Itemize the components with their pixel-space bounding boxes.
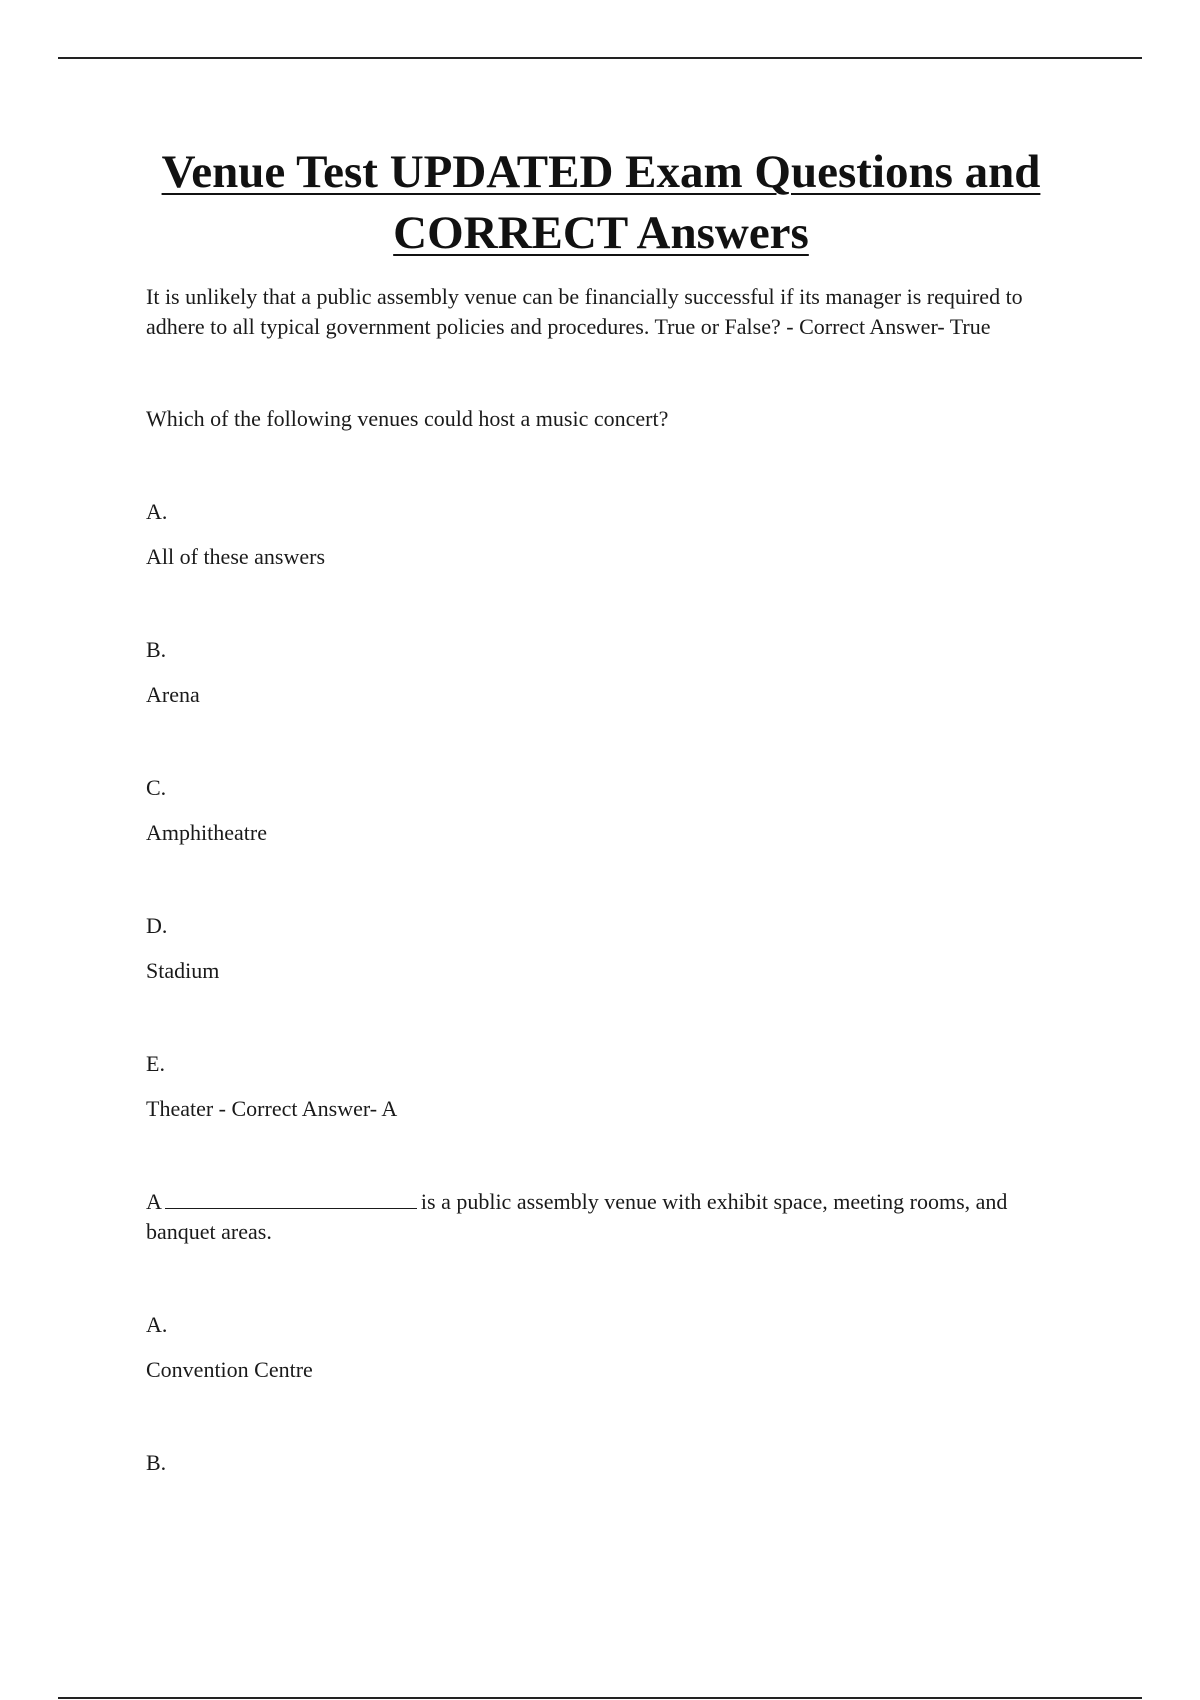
- question-2-option-b-text: Arena: [146, 682, 200, 707]
- question-3-text-before-blank: A: [146, 1189, 162, 1214]
- question-2-option-b-letter: B.: [146, 637, 167, 662]
- question-2-text: Which of the following venues could host a music concert?: [146, 406, 669, 431]
- question-3-text-after-blank: is a public assembly venue with exhibit space, meeting rooms, and banquet areas.: [146, 1189, 1008, 1244]
- question-1-text: It is unlikely that a public assembly venue can be financially successful if its manager is required to adhere to all typical government policies and procedures. True or False? - Correct Answer- True: [146, 284, 1023, 339]
- question-3-option-a-letter: A.: [146, 1312, 168, 1337]
- question-2-option-d-text: Stadium: [146, 958, 220, 983]
- question-2-option-c-text: Amphitheatre: [146, 820, 267, 845]
- question-3-option-b-letter: B.: [146, 1450, 167, 1475]
- question-2-option-d-letter: D.: [146, 913, 168, 938]
- question-3-option-a-text: Convention Centre: [146, 1357, 313, 1382]
- question-3-text: [146, 1187, 1056, 1247]
- question-2-option-e-text: Theater - Correct Answer- A: [146, 1096, 398, 1121]
- document-title: Venue Test UPDATED Exam Questions and CORRECT Answers: [161, 146, 1041, 259]
- question-2-option-a-text: All of these answers: [146, 544, 326, 569]
- fill-in-blank-line: [165, 1188, 417, 1209]
- question-2-option-e-letter: E.: [146, 1051, 165, 1076]
- bottom-rule: [58, 1697, 1142, 1699]
- document-body: [146, 142, 1056, 1478]
- question-2-option-a-letter: A.: [146, 499, 168, 524]
- question-2-option-c-letter: C.: [146, 775, 167, 800]
- top-rule: [58, 57, 1142, 59]
